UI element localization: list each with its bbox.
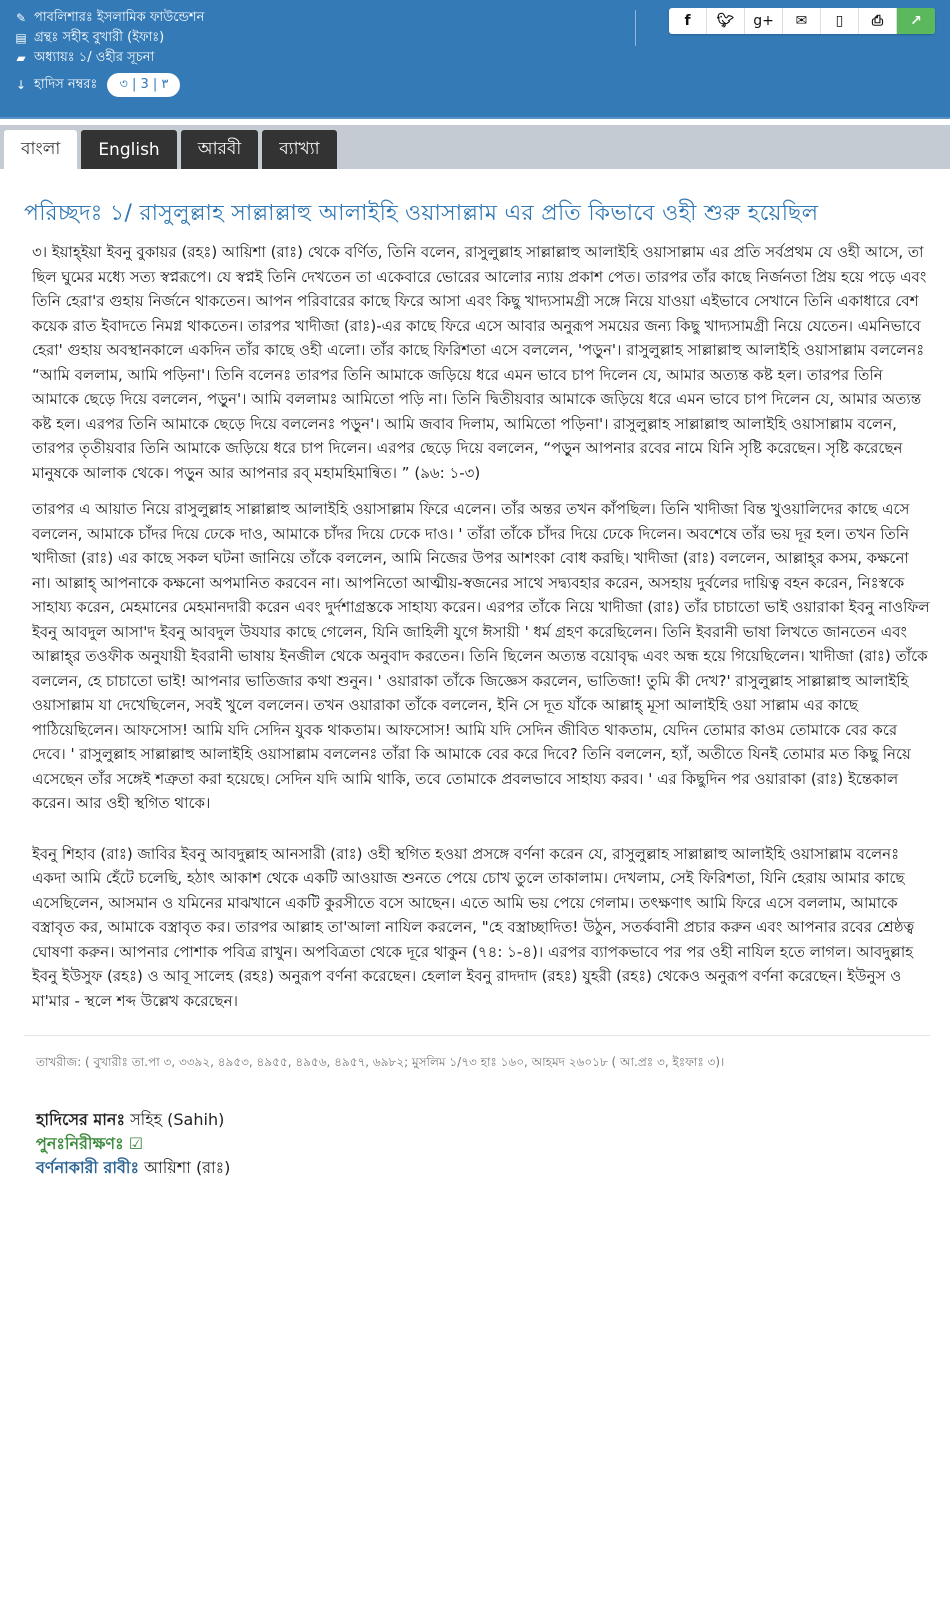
google-plus-icon[interactable]: g+ (745, 8, 783, 34)
chapter-title: পরিচ্ছদঃ ১/ রাসুলুল্লাহ সাল্লাল্লাহু আলাইহি ওয়াসাল্লাম এর প্রতি কিভাবে ওহী শুরু হয়েছিল (24, 201, 819, 226)
facebook-icon[interactable]: f (669, 8, 707, 34)
hadith-paragraph: তারপর এ আয়াত নিয়ে রাসুলুল্লাহ সাল্লাল্লাহু আলাইহি ওয়াসাল্লাম ফিরে এলেন। তাঁর অন্তর তখন কাঁপছিল। তিনি খাদীজা বিন্ত খুওয়ালিদের কাছে এসে বললেন, আমাকে চাঁদর দিয়ে ঢেকে দাও, আমাকে চাঁদর দিয়ে ঢেকে দাও। ' তাঁরা তাঁকে চাঁদর দিয়ে ঢেকে দিলেন। অবশেষে তাঁর ভয় দূর হল। তখন তিনি খাদীজা (রাঃ) এর কাছে সকল ঘটনা জানিয়ে তাঁকে বললেন, আমি নিজের উপর আশংকা বোধ করছি। খাদীজা (রাঃ) বললেন, আল্লাহ্‌র কসম, কক্ষনো না। আল্লাহ্‌ আপনাকে কক্ষনো অপমানিত করবেন না। আপনিতো আত্মীয়-স্বজনের সাথে সদ্ব্যবহার করেন, অসহায় দুর্বলের দায়িত্ব বহন করেন, নিঃস্বকে সাহায্য করেন, মেহমানের মেহমানদারী করেন এবং দুর্দশাগ্রস্তকে সাহায্য করেন। এরপর তাঁকে নিয়ে খাদীজা (রাঃ) তাঁর চাচাতো ভাই ওয়ারাকা ইবনু নাওফিল ইবনু আবদুল আসা'দ ইবনু আবদুল উযযার কাছে গেলেন, যিনি জাহিলী যুগে ঈসায়ী ' ধর্ম গ্রহণ করেছিলেন। তিনি ইবরানী ভাষা লিখতে জানতেন এবং আল্লাহ্‌র তওফীক অনুযায়ী ইবরানী ভাষায় ইনজীল থেকে অনুবাদ করতেন। তিনি ছিলেন অত্যন্ত বয়োবৃদ্ধ এবং অন্ধ হয়ে গিয়েছিলেন। খাদীজা (রাঃ) তাঁকে বললেন, হে চাচাতো ভাই! আপনার ভাতিজার কথা শুনুন। ' ওয়ারাকা তাঁকে জিজ্ঞেস করলেন, ভাতিজা! তুমি কী দেখ?' রাসুলুল্লাহ সাল্লাল্লাহু আলাইহি ওয়াসাল্লাম যা দেখেছিলেন, সবই খুলে বললেন। তখন ওয়ারাকা তাঁকে বললেন, ইনি সে দূত যাঁকে আল্লাহ্‌ মূসা আলাইহি ওয়া সাল্লাম এর কাছে পাঠিয়েছিলেন। আফসোস! আমি যদি সেদিন যুবক থাকতাম। আফসোস! আমি যদি সেদিন জীবিত থাকতাম, যেদিন তোমার কাওম তোমাকে বের করে দেবে। ' রাসুলুল্লাহ সাল্লাল্লাহু আলাইহি ওয়াসাল্লাম বললেনঃ তাঁরা কি আমাকে বের করে দিবে? তিনি বললেন, হ্যাঁ, অতীতে যিনই তোমার মত কিছু নিয়ে এসেছেন তাঁর সঙ্গেই শত্রুতা করা হয়েছে। সেদিন যদি আমি থাকি, তবে তোমাকে প্রবলভাবে সাহায্য করব। ' এর কিছুদিন পর ওয়ারাকা (রাঃ) ইন্তেকাল করেন। আর ওহী স্থগিত থাকে। (32, 500, 930, 812)
publisher: পাবলিশারঃ ইসলামিক ফাউন্ডেশন (34, 10, 205, 25)
tab-arabic[interactable]: আরবী (181, 130, 259, 169)
hadith-content (24, 200, 930, 1180)
divider (635, 10, 636, 46)
hadith-meta (14, 8, 204, 100)
book-icon: ▤ (15, 31, 27, 45)
book[interactable]: গ্রন্থঃ সহীহ বুখারী (ইফাঃ) (34, 30, 165, 45)
header (0, 0, 950, 119)
hadith-paragraph: ইবনু শিহাব (রাঃ) জাবির ইবনু আবদুল্লাহ আনসারী (রাঃ) ওহী স্থগিত হওয়া প্রসঙ্গে বর্ণনা করেন যে, রাসুলুল্লাহ সাল্লাল্লাহু আলাইহি ওয়াসাল্লাম বলেনঃ একদা আমি হেঁটে চলেছি, হঠাৎ আকাশ থেকে একটি আওয়াজ শুনতে পেয়ে চোখ তুলে তাকালাম। দেখলাম, সেই ফিরিশতা, যিনি হেরায় আমার কাছে এসেছিলেন, আসমান ও যমিনের মাঝখানে একটি কুরসীতে বসে আছেন। এতে আমি ভয় পেয়ে গেলাম। তৎক্ষণাৎ আমি ফিরে এসে বললাম, আমাকে বস্ত্রাবৃত কর, আমাকে বস্ত্রাবৃত কর। তারপর আল্লাহ তা'আলা নাযিল করলেন, "হে বস্ত্রাচ্ছাদিত! উঠুন, সতর্কবানী প্রচার করুন এবং আপনার রবের শ্রেষ্ঠত্ব ঘোষণা করুন। আপনার পোশাক পবিত্র রাখুন। অপবিত্রতা থেকে দূরে থাকুন (৭৪: ১-৪)। এরপর ব্যাপকভাবে পর পর ওহী নাযিল হতে লাগল। আবদুল্লাহ ইবনু ইউসুফ (রহঃ) ও আবূ সালেহ (রহঃ) অনুরূপ বর্ণনা করেছেন। হেলাল ইবনু রাদদাদ (রহঃ) যুহরী (রহঃ) থেকেও অনুরূপ বর্ণনা করেছেন। ইউনুস ও মা'মার - স্থলে শব্দ উল্লেখ করেছেন। (32, 844, 915, 1010)
divider (24, 1035, 930, 1036)
review-label: পুনঃনিরীক্ষণঃ (36, 1134, 124, 1153)
twitter-icon[interactable]: 🐦︎ (707, 8, 745, 34)
tab-bangla[interactable]: বাংলা (4, 130, 77, 169)
grade-value: সহিহ (Sahih) (130, 1110, 225, 1129)
print-icon[interactable]: ⎙ (859, 8, 897, 34)
external-link-icon[interactable]: ↗ (897, 8, 935, 34)
tab-english[interactable]: English (81, 130, 176, 169)
tab-explanation[interactable]: ব্যাখ্যা (262, 130, 336, 169)
grade-label: হাদিসের মানঃ (36, 1110, 126, 1129)
narrator-label: বর্ণনাকারী রাবীঃ (36, 1158, 140, 1177)
hadith-number-badge: ৩ | 3 | ٣ (107, 73, 180, 97)
narrator-value[interactable]: আয়িশা (রাঃ) (144, 1158, 231, 1177)
pencil-icon: ✎ (15, 11, 27, 25)
hadith-number-label: হাদিস নম্বরঃ (34, 77, 98, 92)
share-toolbar (669, 8, 935, 34)
check-square-icon: ☑ (128, 1134, 144, 1153)
pdf-icon[interactable]: ▯ (821, 8, 859, 34)
hadith-grade-block (24, 1108, 930, 1180)
language-tabs (0, 125, 950, 169)
chapter[interactable]: অধ্যায়ঃ ১/ ওহীর সূচনা (34, 50, 155, 65)
hadith-paragraph: ৩। ইয়াহ্‌ইয়া ইবনু বুকায়র (রহঃ) আয়িশা (রাঃ) থেকে বর্ণিত, তিনি বলেন, রাসুলুল্লাহ সাল্লাল্লাহু আলাইহি ওয়াসাল্লাম এর প্রতি সর্বপ্রথম যে ওহী আসে, তা ছিল ঘুমের মধ্যে সত্য স্বপ্নরূপে। যে স্বপ্নই তিনি দেখতেন তা একেবারে ভোরের আলোর ন্যায় প্রকাশ পেত। তারপর তাঁর কাছে নির্জনতা প্রিয় হয়ে পড়ে এবং তিনি হেরা'র গুহায় নির্জনে থাকতেন। আপন পরিবারের কাছে ফিরে আসা এবং কিছু খাদ্যসামগ্রী সঙ্গে নিয়ে যাওয়া এইভাবে সেখানে তিনি একাধারে বেশ কয়েক রাত ইবাদতে নিমগ্ন থাকতেন। তারপর খাদীজা (রাঃ)-এর কাছে ফিরে এসে আবার অনুরূপ সময়ের জন্য কিছু খাদ্যসামগ্রী নিয়ে যেতেন। এমনিভাবে হেরা' গুহায় অবস্থানকালে একদিন তাঁর কাছে ওহী এলো। তাঁর কাছে ফিরিশতা এসে বললেন, 'পড়ুন'। রাসুলুল্লাহ সাল্লাল্লাহু আলাইহি ওয়াসাল্লাম বললেনঃ “আমি বললাম, আমি পড়িনা'। তিনি বলেনঃ তারপর তিনি আমাকে জড়িয়ে ধরে এমন ভাবে চাপ দিলেন যে, আমার অত্যন্ত কষ্ট হল। তারপর তিনি আমাকে ছেড়ে দিয়ে বললেন, পড়ুন'। আমি বললামঃ আমিতো পড়ি না। তিনি দ্বিতীয়বার আমাকে জড়িয়ে ধরে এমন ভাবে চাপ দিলেন যে, আমার অত্যন্ত কষ্ট হল। এরপর তিনি আমাকে ছেড়ে দিয়ে বললেনঃ পড়ুন'। আমি জবাব দিলাম, আমিতো পড়িনা'। রাসুলুল্লাহ সাল্লাল্লাহু আলাইহি ওয়াসাল্লাম বলেন, তারপর তৃতীয়বার তিনি আমাকে জড়িয়ে ধরে চাপ দিলেন। এরপর ছেড়ে দিয়ে বললেন, “পড়ুন আপনার রবের নামে যিনি সৃষ্টি করেছেন। সৃষ্টি করেছেন মানুষকে আলাক থেকে। পড়ুন আর আপনার রব্‌ মহামহিমান্বিত। ” (৯৬: ১-৩) (32, 243, 927, 482)
sort-numeric-icon: ↓ (15, 78, 27, 92)
folder-open-icon: ▰ (16, 51, 26, 65)
envelope-icon[interactable]: ✉ (783, 8, 821, 34)
takhrij: তাখরীজ: ( বুখারীঃ তা.পা ৩, ৩৩৯২, ৪৯৫৩, ৪৯৫৫, ৪৯৫৬, ৪৯৫৭, ৬৯৮২; মুসলিম ১/৭৩ হাঃ ১৬০, আহমদ ২৬০১৮ ( আ.প্রঃ ৩, ইঃফাঃ ৩)। (36, 1055, 725, 1069)
